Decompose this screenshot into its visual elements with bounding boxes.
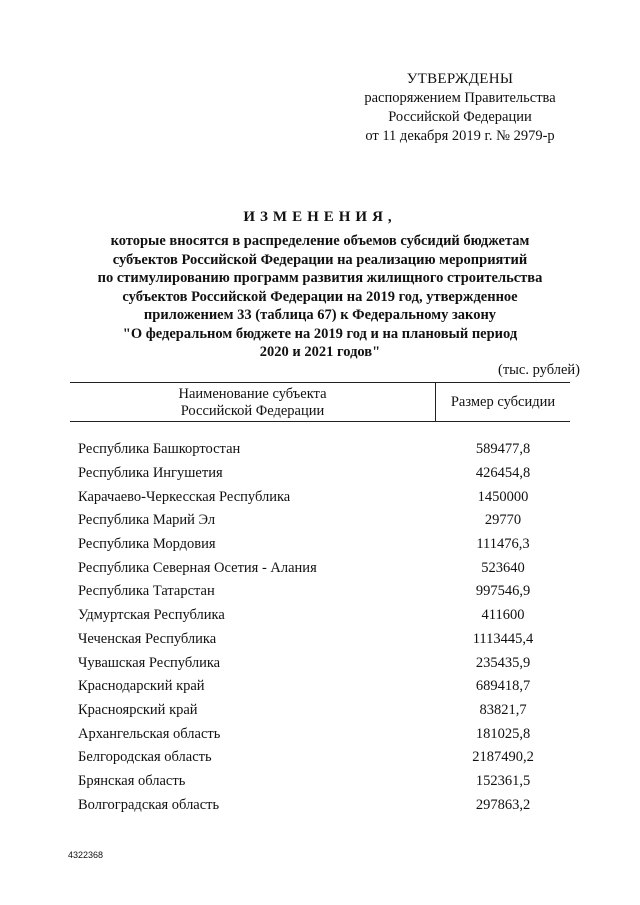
header-subject-line-2: Российской Федерации [180, 403, 325, 419]
document-heading [60, 206, 580, 362]
row-value: 523640 [481, 559, 525, 576]
table-row [0, 628, 640, 652]
unit-label: (тыс. рублей) [498, 362, 580, 378]
row-name: Республика Татарстан [78, 583, 215, 600]
table-row [0, 722, 640, 746]
row-name: Чувашская Республика [78, 654, 221, 671]
row-value: 426454,8 [475, 465, 531, 482]
table-row [0, 604, 640, 628]
row-value: 29770 [484, 512, 522, 529]
table-header [70, 382, 570, 422]
row-name: Республика Ингушетия [78, 465, 223, 482]
row-name: Карачаево-Черкесская Республика [78, 488, 291, 505]
row-name: Удмуртская Республика [78, 607, 225, 624]
approval-line-2: Российской Федерации [388, 109, 532, 125]
row-value: 1450000 [477, 488, 529, 505]
row-name: Республика Северная Осетия - Алания [78, 559, 317, 576]
row-name: Чеченская Республика [78, 630, 217, 647]
heading-line: по стимулированию программ развития жилищного строительства [97, 270, 543, 286]
row-value: 152361,5 [475, 772, 531, 789]
row-name: Архангельская область [78, 725, 221, 742]
row-value: 689418,7 [475, 678, 531, 695]
table-row [0, 651, 640, 675]
row-name: Белгородская область [78, 749, 212, 766]
heading-body [60, 232, 580, 362]
row-value: 1113445,4 [472, 630, 534, 647]
heading-line: которые вносятся в распределение объемов субсидий бюджетам [110, 233, 530, 249]
approval-line-1: распоряжением Правительства [364, 90, 556, 106]
row-value: 2187490,2 [472, 749, 534, 766]
table-row [0, 556, 640, 580]
row-value: 235435,9 [475, 654, 531, 671]
heading-line: субъектов Российской Федерации на реализацию мероприятий [112, 251, 528, 268]
row-value: 297863,2 [475, 796, 531, 813]
row-value: 997546,9 [475, 583, 531, 600]
row-value: 83821,7 [479, 701, 527, 718]
approval-title: УТВЕРЖДЕНЫ [406, 71, 514, 87]
table-body [0, 438, 640, 817]
table-row [0, 580, 640, 604]
table-row [0, 793, 640, 817]
document-number: 4322368 [68, 850, 104, 860]
heading-line: субъектов Российской Федерации на 2019 год, утвержденное [122, 288, 518, 305]
heading-line: приложением 33 (таблица 67) к Федеральному закону [143, 307, 497, 323]
row-name: Республика Мордовия [78, 536, 216, 553]
row-name: Республика Марий Эл [78, 512, 216, 529]
table-row [0, 485, 640, 509]
header-subject [70, 383, 436, 421]
table-row [0, 438, 640, 462]
table-row [0, 770, 640, 794]
row-value: 589477,8 [475, 441, 531, 458]
table-row [0, 699, 640, 723]
row-name: Республика Башкортостан [78, 441, 241, 458]
heading-line: 2020 и 2021 годов" [259, 344, 381, 360]
row-value: 181025,8 [475, 725, 531, 742]
approval-line-3: от 11 декабря 2019 г. № 2979-р [365, 128, 555, 144]
row-name: Брянская область [78, 772, 186, 789]
approval-block [330, 70, 590, 146]
heading-title: ИЗМЕНЕНИЯ, [243, 209, 397, 225]
row-name: Волгоградская область [78, 796, 220, 813]
table-row [0, 462, 640, 486]
table-row [0, 509, 640, 533]
table-row [0, 746, 640, 770]
table-row [0, 675, 640, 699]
heading-line: "О федеральном бюджете на 2019 год и на плановый период [122, 325, 518, 342]
row-name: Красноярский край [78, 701, 198, 718]
header-subject-line-1: Наименование субъекта [178, 386, 327, 402]
row-value: 111476,3 [476, 536, 530, 553]
header-subsidy: Размер субсидии [450, 394, 556, 410]
table-row [0, 533, 640, 557]
row-value: 411600 [481, 607, 525, 624]
row-name: Краснодарский край [78, 678, 205, 695]
